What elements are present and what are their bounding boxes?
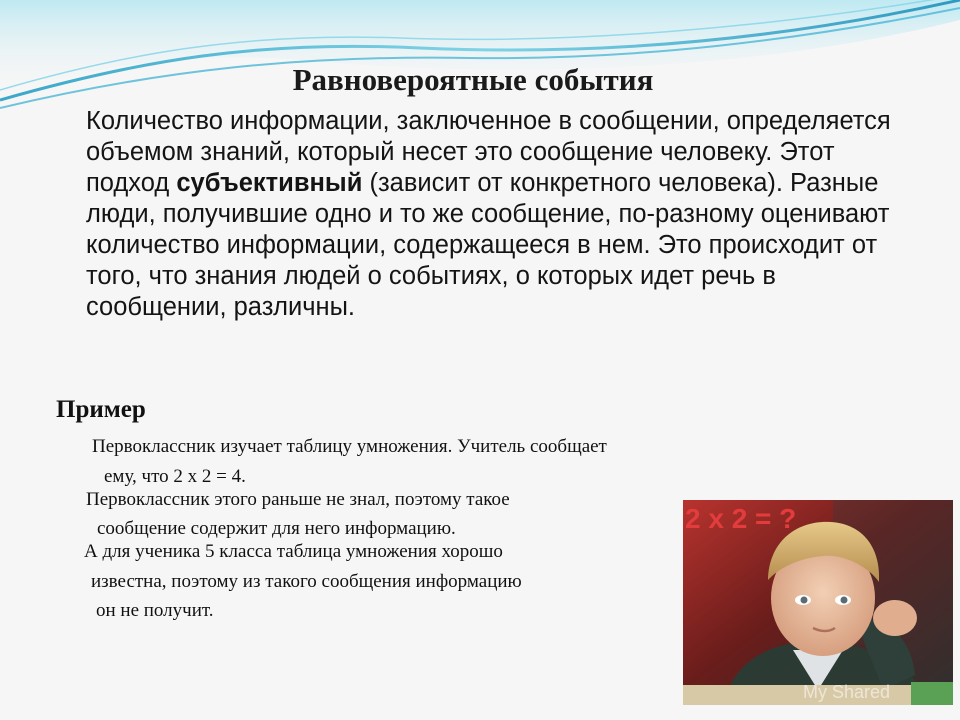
boy-photo xyxy=(683,500,953,705)
example-line-3: Первоклассник этого раньше не знал, поэтому такое xyxy=(86,489,510,510)
example-line-1: Первоклассник изучает таблицу умножения. Учитель сообщает xyxy=(92,436,607,457)
paragraph-text-1: Количество информации, заключенное в сообщении, определяется объемом знаний, который несет это сообщение человеку. Этот подход xyxy=(86,107,891,197)
decorative-waves xyxy=(0,0,960,120)
example-line-2: ему, что 2 х 2 = 4. xyxy=(104,466,246,487)
example-line-6: известна, поэтому из такого сообщения информацию xyxy=(91,571,522,592)
paragraph-bold-term: субъективный xyxy=(176,169,363,197)
paragraph-text-2: (зависит от конкретного человека). Разные люди, получившие одно и то же сообщение, по-разному оценивают количество информации, содержащееся в нем. Это происходит от того, что знания людей о событиях, о которых идет речь в сообщении, различны. xyxy=(86,169,890,321)
example-heading: Пример xyxy=(56,396,146,423)
example-line-4: сообщение содержит для него информацию. xyxy=(97,518,456,539)
watermark-text: My Shared xyxy=(803,682,891,702)
board-text: 2 x 2 = ? xyxy=(685,503,797,534)
main-paragraph xyxy=(86,106,896,323)
example-line-7: он не получит. xyxy=(96,600,214,621)
slide-title: Равновероятные события xyxy=(292,62,654,97)
example-line-5: А для ученика 5 класса таблица умножения хорошо xyxy=(84,541,503,562)
